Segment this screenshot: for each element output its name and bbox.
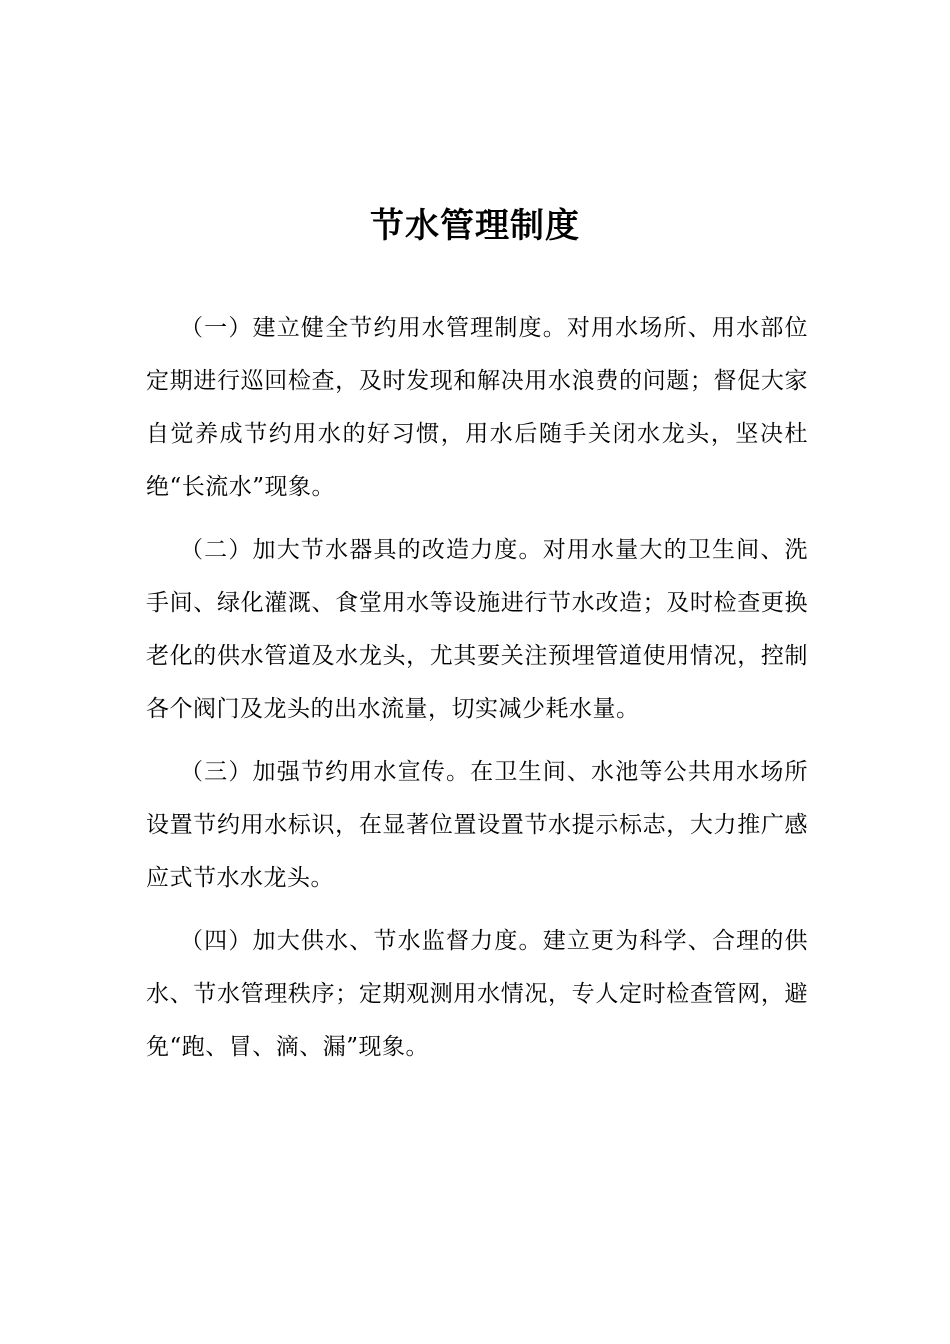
paragraph-4: （四）加大供水、节水监督力度。建立更为科学、合理的供水、节水管理秩序；定期观测用水情况，专人定时检查管网，避免“跑、冒、滴、漏”现象。: [146, 928, 808, 1060]
paragraph-2: （二）加大节水器具的改造力度。对用水量大的卫生间、洗手间、绿化灌溉、食堂用水等设施进行节水改造；及时检查更换老化的供水管道及水龙头，尤其要关注预埋管道使用情况，控制各个阀门及龙头的出水流量，切实减少耗水量。: [146, 537, 808, 722]
document-title: 节水管理制度: [370, 206, 580, 246]
paragraph-1: （一）建立健全节约用水管理制度。对用水场所、用水部位定期进行巡回检查，及时发现和解决用水浪费的问题；督促大家自觉养成节约用水的好习惯，用水后随手关闭水龙头，坚决杜绝“长流水”现象。: [146, 315, 808, 500]
paragraph-3: （三）加强节约用水宣传。在卫生间、水池等公共用水场所设置节约用水标识，在显著位置设置节水提示标志，大力推广感应式节水水龙头。: [146, 759, 808, 891]
document-body: [146, 302, 808, 1084]
